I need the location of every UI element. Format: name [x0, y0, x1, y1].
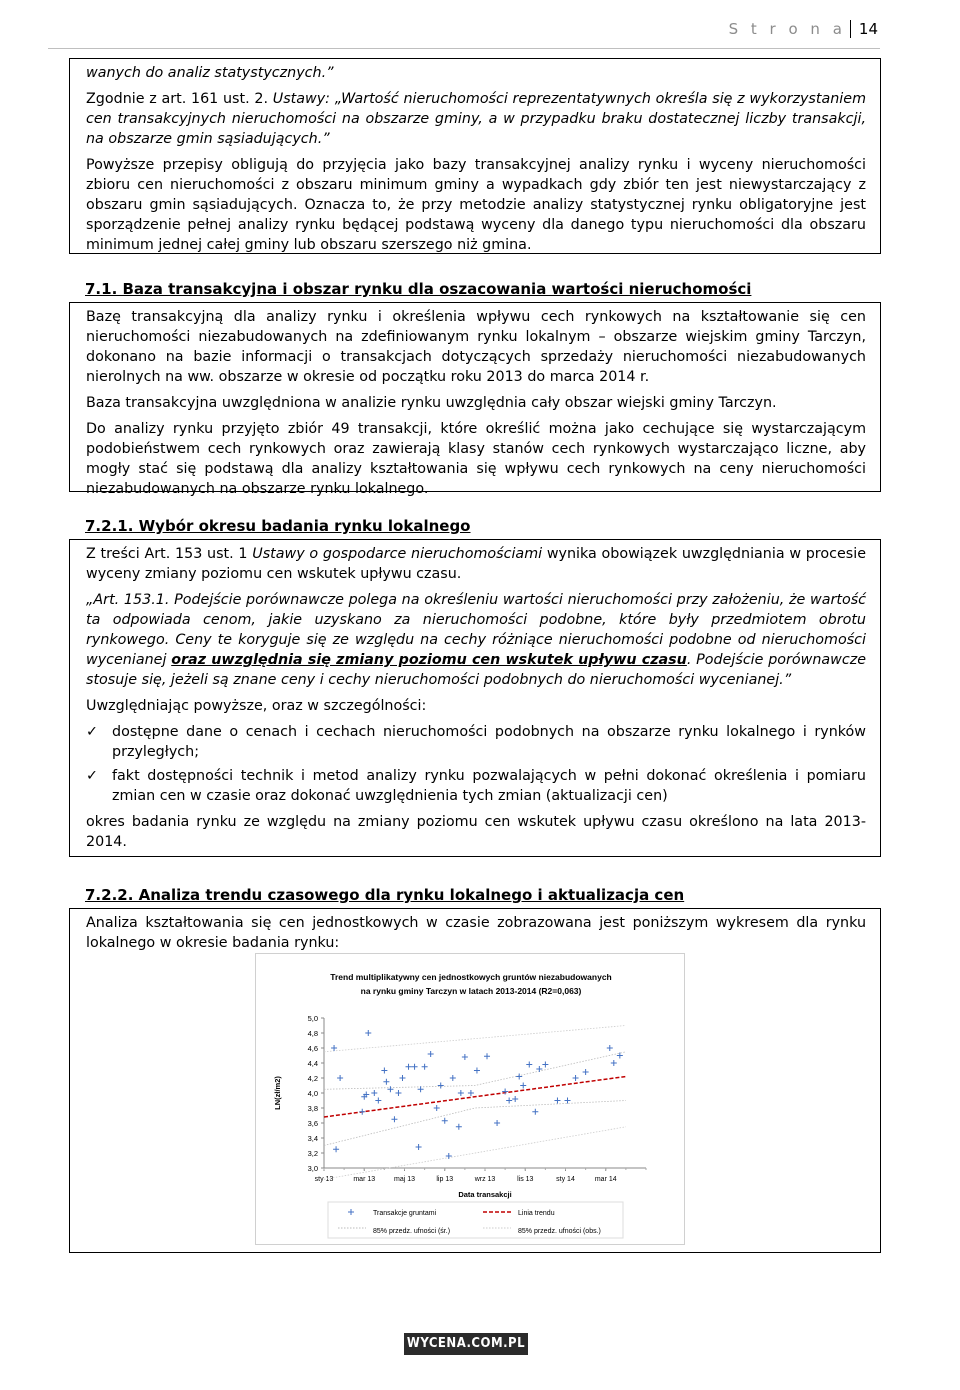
data-point [381, 1068, 387, 1074]
conf-obs-upper-line [324, 1026, 626, 1052]
checkmark-icon: ✓ [86, 768, 98, 784]
data-point [416, 1144, 422, 1150]
data-point [375, 1098, 381, 1104]
data-point [565, 1098, 571, 1104]
y-tick-label: 3,6 [307, 1119, 318, 1128]
data-point [526, 1062, 532, 1068]
legend-label: Transakcje gruntami [373, 1210, 437, 1217]
y-tick-label: 5,0 [307, 1014, 318, 1023]
data-point [532, 1109, 538, 1115]
y-tick-label: 4,6 [307, 1044, 318, 1053]
sec721-quote-emphasis: oraz uwzględnia się zmiany poziomu cen wskutek upływu czasu [171, 652, 687, 668]
y-tick-label: 3,0 [307, 1164, 318, 1173]
sec721-p1-tail: wynika obowiązek uwzględniania w procesie wyceny zmiany poziomu cen wskutek upływu czasu. [86, 546, 866, 582]
legend-label: Linia trendu [518, 1210, 555, 1217]
page-number: 14 [850, 20, 878, 38]
checkmark-icon: ✓ [86, 724, 98, 740]
legend-label: 85% przedz. ufności (obs.) [518, 1228, 601, 1235]
footer-logo: WYCENA.COM.PL [404, 1333, 528, 1355]
data-point [536, 1066, 542, 1072]
y-tick-label: 3,8 [307, 1104, 318, 1113]
data-point [422, 1064, 428, 1070]
data-point [383, 1079, 389, 1085]
x-axis-label: Data transakcji [458, 1190, 512, 1199]
chart-title: Trend multiplikatywny cen jednostkowych gruntów niezabudowanych [330, 972, 612, 982]
data-point [391, 1116, 397, 1122]
x-tick-label: lis 13 [517, 1176, 534, 1183]
page-header [729, 20, 878, 38]
sec721-quote [86, 590, 866, 690]
data-point [611, 1060, 617, 1066]
sec721-checklist [86, 722, 866, 806]
data-point [434, 1105, 440, 1111]
sec721-paragraph-4: okres badania rynku ze względu na zmiany poziomu cen wskutek upływu czasu określono na lata 2013-2014. [86, 814, 866, 850]
section-7-2-1-title: 7.2.1. Wybór okresu badania rynku lokalnego [85, 517, 471, 535]
checklist-item [86, 722, 866, 762]
box1-paragraph-3: Powyższe przepisy obligują do przyjęcia jako bazy transakcyjnej analizy rynku i wyceny nieruchomości zbioru cen nieruchomości z obszaru minimum gminy a wypadkach gdy zbiór ten jest niewystarczający z obszaru gmin sąsiadujących. Oznacza to, że przy metodzie analizy statystycznej rynku obligatoryjne jest sporządzenie pełnej analizy rynku będącej podstawą wyceny dla danego typu nieruchomości dla obszaru minimum jednej całej gminy lub obszaru szerszego niż gmina. [86, 157, 866, 253]
data-point [516, 1074, 522, 1080]
x-tick-label: mar 14 [594, 1176, 617, 1183]
y-axis-label: LN(zł/m2) [273, 1076, 282, 1110]
data-point [506, 1098, 512, 1104]
data-point [331, 1045, 337, 1051]
x-tick-label: sty 13 [314, 1176, 334, 1183]
trend-line [324, 1077, 626, 1118]
data-point [554, 1098, 560, 1104]
x-tick-label: mar 13 [353, 1176, 376, 1183]
section-7-1-box [69, 302, 881, 497]
x-tick-label: maj 13 [393, 1176, 416, 1183]
data-point [442, 1118, 448, 1124]
legend-marker-points [348, 1209, 354, 1215]
trend-chart-svg [256, 954, 686, 1246]
data-point [450, 1075, 456, 1081]
y-tick-label: 4,4 [307, 1059, 318, 1068]
box1-p2-quote: Ustawy: „Wartość nieruchomości reprezentatywnych określa się z wykorzystaniem cen transakcyjnych nieruchomości na obszarze gminy, a w przypadku braku dostatecznej liczby transakcji, na obszarze gmin sąsiadujących.” [86, 91, 866, 147]
data-point [456, 1124, 462, 1130]
data-point [333, 1146, 339, 1152]
data-point [520, 1083, 526, 1089]
data-point [583, 1069, 589, 1075]
data-point [337, 1075, 343, 1081]
data-point [512, 1096, 518, 1102]
sec721-quote-a: „Art. 153.1. Podejście porównawcze polega na określeniu wartości nieruchomości przy założeniu, że wartość ta odpowiada cenom, jakie uzyskano za nieruchomości podobne, które były przedmiotem obrotu rynkowego. Ceny te koryguje się ze względu na cechy różniące nieruchomości podobne od nieruchomości wycenianej [86, 592, 866, 668]
y-tick-label: 4,0 [307, 1089, 318, 1098]
x-tick-label: sty 14 [556, 1176, 575, 1183]
chart-subtitle: na rynku gminy Tarczyn w latach 2013-2014 (R2=0,063) [360, 986, 582, 996]
data-point [395, 1090, 401, 1096]
data-point [371, 1090, 377, 1096]
sec71-paragraph-2: Baza transakcyjna uwzględniona w analizie rynku uwzględnia cały obszar wiejski gminy Tarczyn. [86, 395, 777, 411]
data-point [484, 1053, 490, 1059]
data-point [573, 1075, 579, 1081]
x-tick-label: wrz 13 [474, 1176, 496, 1183]
sec721-p1-act: Ustawy o gospodarce nieruchomościami [252, 546, 543, 562]
data-point [474, 1068, 480, 1074]
data-point [438, 1083, 444, 1089]
data-point [542, 1062, 548, 1068]
data-point [406, 1064, 412, 1070]
data-point [462, 1054, 468, 1060]
data-point [418, 1086, 424, 1092]
sec722-paragraph-1: Analiza kształtowania się cen jednostkowych w czasie zobrazowana jest poniższym wykresem dla rynku lokalnego w okresie badania rynku: [86, 915, 866, 951]
y-tick-label: 3,2 [307, 1149, 318, 1158]
data-point [458, 1090, 464, 1096]
data-point [399, 1075, 405, 1081]
section-7-1-title: 7.1. Baza transakcyjna i obszar rynku dla oszacowania wartości nieruchomości [85, 280, 752, 298]
conf-obs-lower-line [324, 1127, 626, 1180]
x-tick-label: lip 13 [436, 1176, 454, 1183]
data-point [607, 1045, 613, 1051]
header-divider [48, 48, 880, 49]
data-point [359, 1109, 365, 1115]
checklist-item [86, 766, 866, 806]
box1-paragraph-1: wanych do analiz statystycznych.” [86, 65, 334, 81]
checklist-item-text: dostępne dane o cenach i cechach nieruchomości podobnych na obszarze rynku lokalnego i rynków przyległych; [112, 724, 866, 760]
sec721-paragraph-1 [86, 544, 866, 584]
legend-label: 85% przedz. ufności (śr.) [373, 1228, 451, 1235]
data-point [412, 1064, 418, 1070]
sec721-paragraph-3: Uwzględniając powyższe, oraz w szczególności: [86, 698, 427, 714]
sec721-p1-lead: Z treści Art. 153 ust. 1 [86, 546, 253, 562]
y-tick-label: 4,2 [307, 1074, 318, 1083]
section-7-2-2-title: 7.2.2. Analiza trendu czasowego dla rynku lokalnego i aktualizacja cen [85, 886, 685, 904]
y-tick-label: 4,8 [307, 1029, 318, 1038]
section-7-2-1-box [69, 539, 881, 857]
sec71-paragraph-3: Do analizy rynku przyjęto zbiór 49 transakcji, które określić można jako cechujące się wystarczającym podobieństwem cech rynkowych oraz zawierają klasy stanów cech rynkowych wystarczająco liczne, aby mogły stać się podstawą dla analizy kształtowania się wpływu cech rynkowych na ceny nieruchomości niezabudowanych na obszarze rynku lokalnego. [86, 421, 866, 497]
statute-box [69, 58, 881, 254]
box1-p2-lead: Zgodnie z art. 161 ust. 2. [86, 91, 273, 107]
data-point [387, 1086, 393, 1092]
data-point [494, 1120, 500, 1126]
conf-mean-lower-line [324, 1101, 626, 1146]
box1-paragraph-2 [86, 89, 866, 149]
sec721-quote-c: . Podejście porównawcze stosuje się, jeżeli są znane ceny i cechy nieruchomości podobnych do nieruchomości wycenianej.” [86, 652, 867, 688]
page-label: S t r o n a [728, 20, 846, 38]
checklist-item-text: fakt dostępności technik i metod analizy rynku pozwalających w pełni dokonać określenia i pomiaru zmian cen w czasie oraz dokonać uwzględnienia tych zmian (aktualizacji cen) [112, 768, 866, 804]
trend-chart [255, 953, 685, 1245]
sec71-paragraph-1: Bazę transakcyjną dla analizy rynku i określenia wpływu cech rynkowych na kształtowanie się cen nieruchomości niezabudowanych na zdefiniowanym rynku lokalnym – obszarze wiejskim gminy Tarczyn, dokonano na bazie informacji o transakcjach dotyczących sprzedaży nieruchomości niezabudowanych nierolnych na ww. obszarze w okresie od początku roku 2013 do marca 2014 r. [86, 309, 866, 385]
data-point [428, 1051, 434, 1057]
data-point [468, 1090, 474, 1096]
y-tick-label: 3,4 [307, 1134, 318, 1143]
data-point [365, 1030, 371, 1036]
